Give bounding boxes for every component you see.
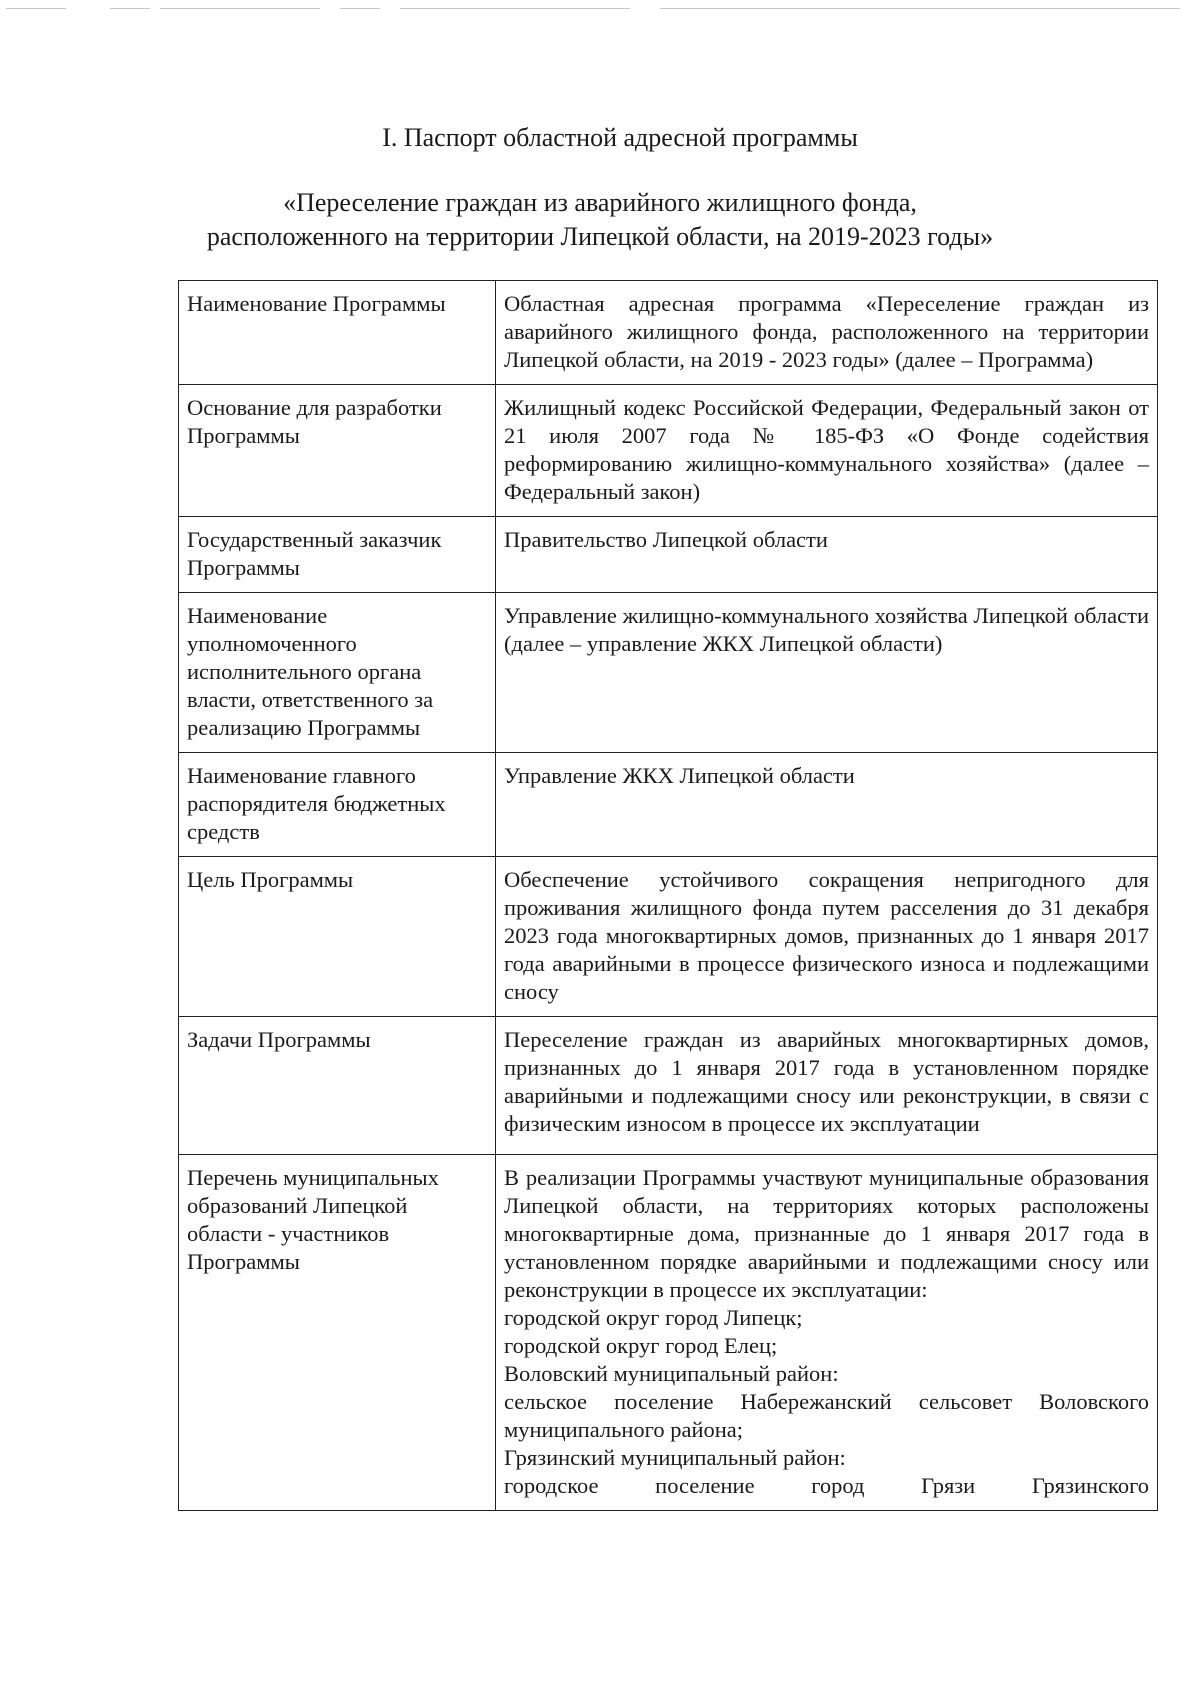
program-passport-table xyxy=(178,280,1158,1511)
scan-edge-marks xyxy=(0,8,1200,12)
municipality-item: сельское поселение Набережанский сельсовет Воловского муниципального района; xyxy=(504,1389,1149,1442)
table-row xyxy=(179,753,1158,857)
row-label: Задачи Программы xyxy=(179,1017,496,1155)
municipality-item: городское поселение город Грязи Грязинского xyxy=(504,1473,1149,1498)
municipality-item: городской округ город Липецк; xyxy=(504,1305,803,1330)
row-label: Государственный заказчик Программы xyxy=(179,517,496,593)
row-value: Управление ЖКХ Липецкой области xyxy=(496,753,1158,857)
municipality-item: Грязинский муниципальный район: xyxy=(504,1445,846,1470)
row-label: Цель Программы xyxy=(179,857,496,1017)
table-row xyxy=(179,385,1158,517)
municipalities-intro: В реализации Программы участвуют муниципальные образования Липецкой области, на территориях которых расположены многоквартирные дома, признанные до 1 января 2017 года в установленном порядке аварийными и подлежащими сносу или реконструкции в процессе их эксплуатации: xyxy=(504,1165,1149,1302)
row-label: Перечень муниципальных образований Липецкой области - участников Программы xyxy=(179,1155,496,1511)
municipality-item: Воловский муниципальный район: xyxy=(504,1361,839,1386)
municipality-item: городской округ город Елец; xyxy=(504,1333,778,1358)
row-value: Управление жилищно-коммунального хозяйства Липецкой области (далее – управление ЖКХ Липецкой области) xyxy=(496,593,1158,753)
table-row xyxy=(179,1155,1158,1511)
table-row xyxy=(179,517,1158,593)
row-value-municipalities xyxy=(496,1155,1158,1511)
program-name-line-2: расположенного на территории Липецкой области, на 2019-2023 годы» xyxy=(206,222,994,251)
row-value: Областная адресная программа «Переселение граждан из аварийного жилищного фонда, расположенного на территории Липецкой области, на 2019 - 2023 годы» (далее – Программа) xyxy=(496,281,1158,385)
row-value: Обеспечение устойчивого сокращения непригодного для проживания жилищного фонда путем расселения до 31 декабря 2023 года многоквартирных домов, признанных до 1 января 2017 года аварийными в процессе физического износа и подлежащими сносу xyxy=(496,857,1158,1017)
row-label: Наименование главного распорядителя бюджетных средств xyxy=(179,753,496,857)
table-row xyxy=(179,281,1158,385)
document-title: I. Паспорт областной адресной программы xyxy=(382,123,858,152)
row-label: Наименование Программы xyxy=(179,281,496,385)
table-row xyxy=(179,1017,1158,1155)
row-value: Правительство Липецкой области xyxy=(496,517,1158,593)
row-label: Наименование уполномоченного исполнительного органа власти, ответственного за реализацию Программы xyxy=(179,593,496,753)
row-label: Основание для разработки Программы xyxy=(179,385,496,517)
row-value: Жилищный кодекс Российской Федерации, Федеральный закон от 21 июля 2007 года № 185-ФЗ «О Фонде содействия реформированию жилищно-коммунального хозяйства» (далее – Федеральный закон) xyxy=(496,385,1158,517)
program-name-line-1: «Переселение граждан из аварийного жилищного фонда, xyxy=(283,188,917,217)
table-row xyxy=(179,857,1158,1017)
row-value: Переселение граждан из аварийных многоквартирных домов, признанных до 1 января 2017 года в установленном порядке аварийными и подлежащими сносу или реконструкции, в связи с физическим износом в процессе их эксплуатации xyxy=(496,1017,1158,1155)
table-row xyxy=(179,593,1158,753)
